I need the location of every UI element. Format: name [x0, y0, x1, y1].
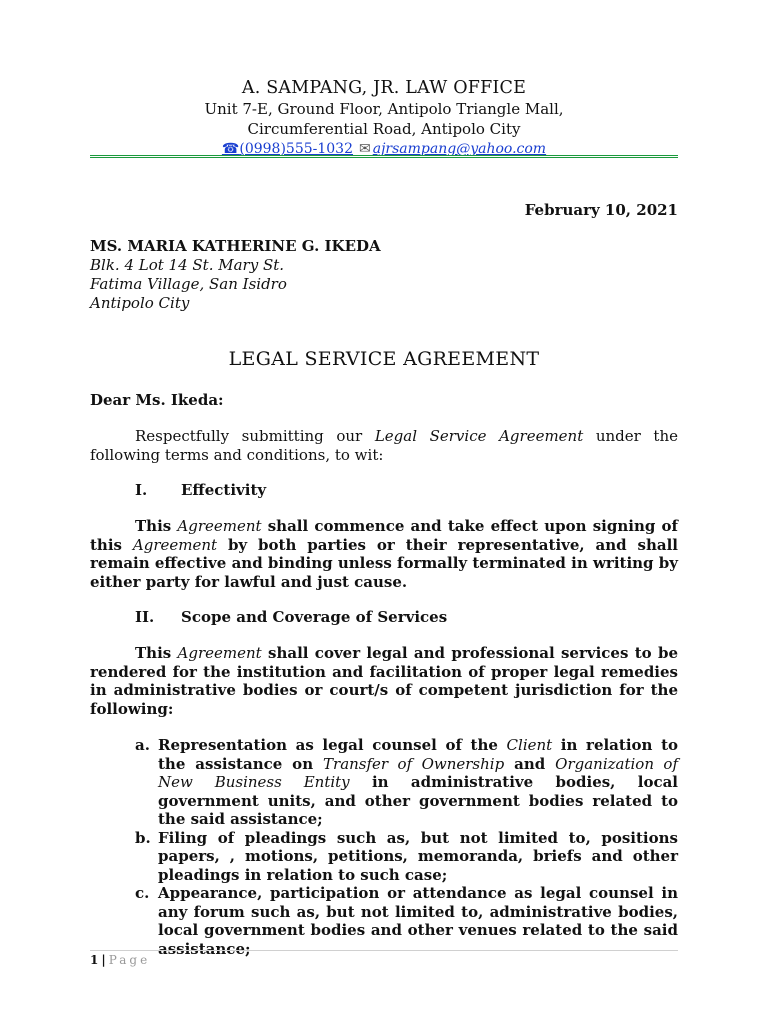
- footer-divider: [90, 950, 678, 951]
- recipient-address-line-1: Blk. 4 Lot 14 St. Mary St.: [90, 256, 285, 274]
- list-text: Filing of pleadings such as, but not limited to, positions papers, , motions, petitions, memoranda, briefs and other pleadings in relation to such case;: [158, 828, 678, 884]
- section-heading-scope: II. Scope and Coverage of Services: [135, 608, 448, 626]
- recipient-address-line-2: Fatima Village, San Isidro: [90, 275, 287, 293]
- phone-icon: ☎: [221, 141, 240, 157]
- page-label: Page: [108, 953, 151, 967]
- letter-date: February 10, 2021: [524, 201, 678, 219]
- document-title: LEGAL SERVICE AGREEMENT: [228, 348, 540, 370]
- letterhead: [0, 78, 768, 158]
- services-list: [135, 736, 678, 958]
- recipient-address-line-3: Antipolo City: [90, 294, 190, 312]
- phone-number: (0998)555-1032: [239, 141, 353, 157]
- list-text: Appearance, participation or attendance as legal counsel in any forum such as, but not limited to, administrative bodies, local government bodies and other venues related to the said assistance;: [158, 884, 678, 958]
- address-line-1: Unit 7-E, Ground Floor, Antipolo Triangle Mall,: [204, 100, 564, 118]
- letterhead-divider: [90, 155, 678, 158]
- salutation: Dear Ms. Ikeda:: [90, 391, 224, 409]
- mail-icon: ✉: [359, 141, 371, 157]
- section-heading-effectivity: I. Effectivity: [135, 481, 267, 499]
- firm-name: A. SAMPANG, JR. LAW OFFICE: [241, 78, 527, 98]
- list-letter: c.: [135, 884, 150, 902]
- list-text: Representation as legal counsel of the Client in relation to the assistance on Transfer of Ownership and Organization of New Business Entity in administrative bodies, local government units, and other government bodies related to the said assistance;: [158, 736, 679, 828]
- scope-paragraph: This Agreement shall cover legal and professional services to be rendered for the institution and facilitation of proper legal remedies in administrative bodies or court/s of competent jurisdiction for the following:: [90, 644, 678, 718]
- recipient-block: [90, 237, 381, 313]
- list-letter: b.: [135, 828, 151, 847]
- footer-separator: |: [101, 953, 106, 967]
- email-link[interactable]: ajrsampang@yahoo.com: [372, 141, 547, 157]
- list-letter: a.: [135, 736, 150, 754]
- recipient-name: MS. MARIA KATHERINE G. IKEDA: [90, 237, 381, 255]
- effectivity-paragraph: This Agreement shall commence and take effect upon signing of this Agreement by both parties or their representative, and shall remain effective and binding unless formally terminated in writing by either party for lawful and just cause.: [90, 517, 678, 591]
- list-item: [135, 736, 678, 829]
- page-footer: [90, 953, 150, 967]
- address-line-2: Circumferential Road, Antipolo City: [247, 120, 521, 138]
- list-item: [135, 829, 678, 885]
- page-number: 1: [90, 953, 99, 967]
- list-item: [135, 884, 678, 958]
- intro-paragraph: Respectfully submitting our Legal Service Agreement under the following terms and conditions, to wit:: [90, 427, 678, 464]
